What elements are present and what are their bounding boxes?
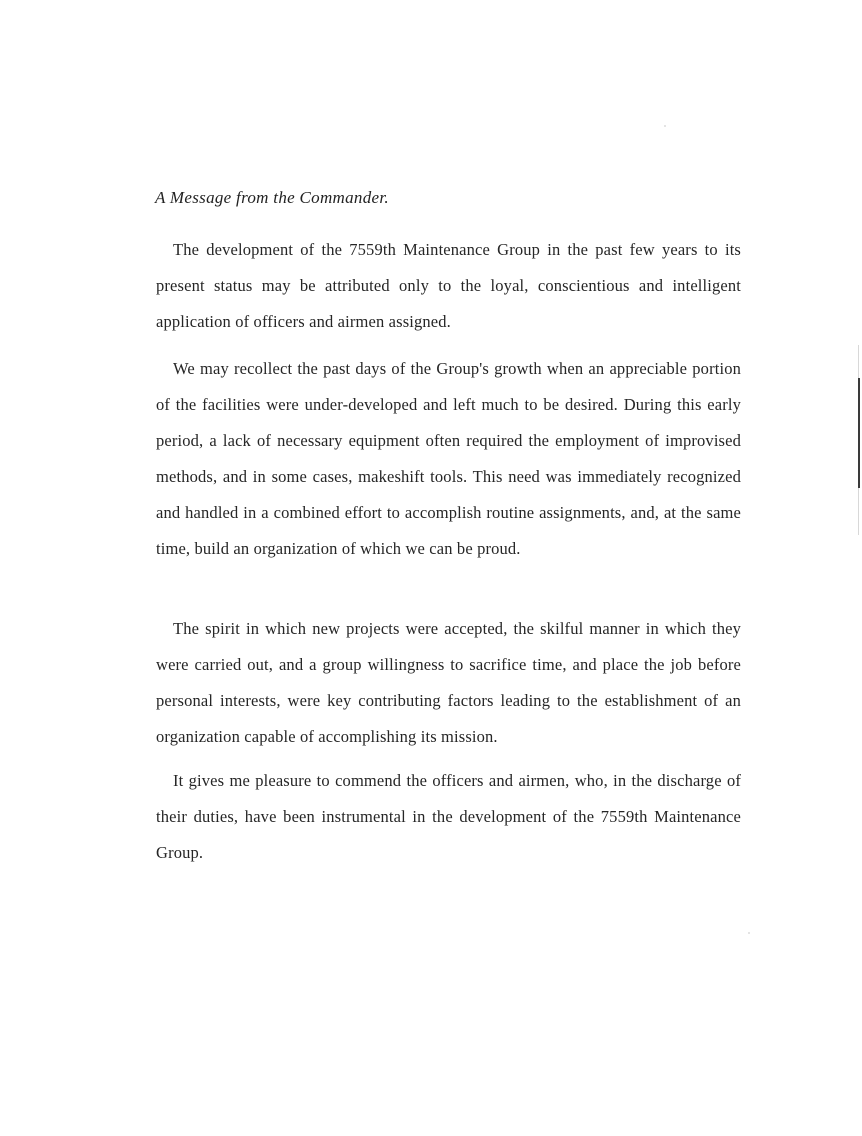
paragraph-4 — [156, 763, 741, 871]
paragraph-text: The spirit in which new projects were accepted, the skilful manner in which they were carried out, and a group willingness to sacrifice time, and place the job before personal interests, were key contributing factors leading to the establishment of an organization capable of accomplishing its mission. — [156, 619, 741, 746]
paragraph-text: The development of the 7559th Maintenance Group in the past few years to its present status may be attributed only to the loyal, conscientious and intelligent application of officers and airmen assigned. — [156, 240, 741, 331]
scan-speck — [748, 932, 750, 934]
paragraph-1 — [156, 232, 741, 340]
scan-edge-line — [858, 378, 860, 488]
page-heading: A Message from the Commander. — [155, 188, 389, 207]
paragraph-text: We may recollect the past days of the Group's growth when an appreciable portion of the facilities were under-developed and left much to be desired. During this early period, a lack of necessary equipment often required the employment of improvised methods, and in some cases, makeshift tools. This need was immediately recognized and handled in a combined effort to accomplish routine assignments, and, at the same time, build an organization of which we can be proud. — [156, 359, 741, 558]
paragraph-2 — [156, 351, 741, 567]
paragraph-3 — [156, 611, 741, 755]
scan-speck — [664, 125, 666, 127]
paragraph-text: It gives me pleasure to commend the officers and airmen, who, in the discharge of their duties, have been instrumental in the development of the 7559th Maintenance Group. — [156, 771, 741, 862]
